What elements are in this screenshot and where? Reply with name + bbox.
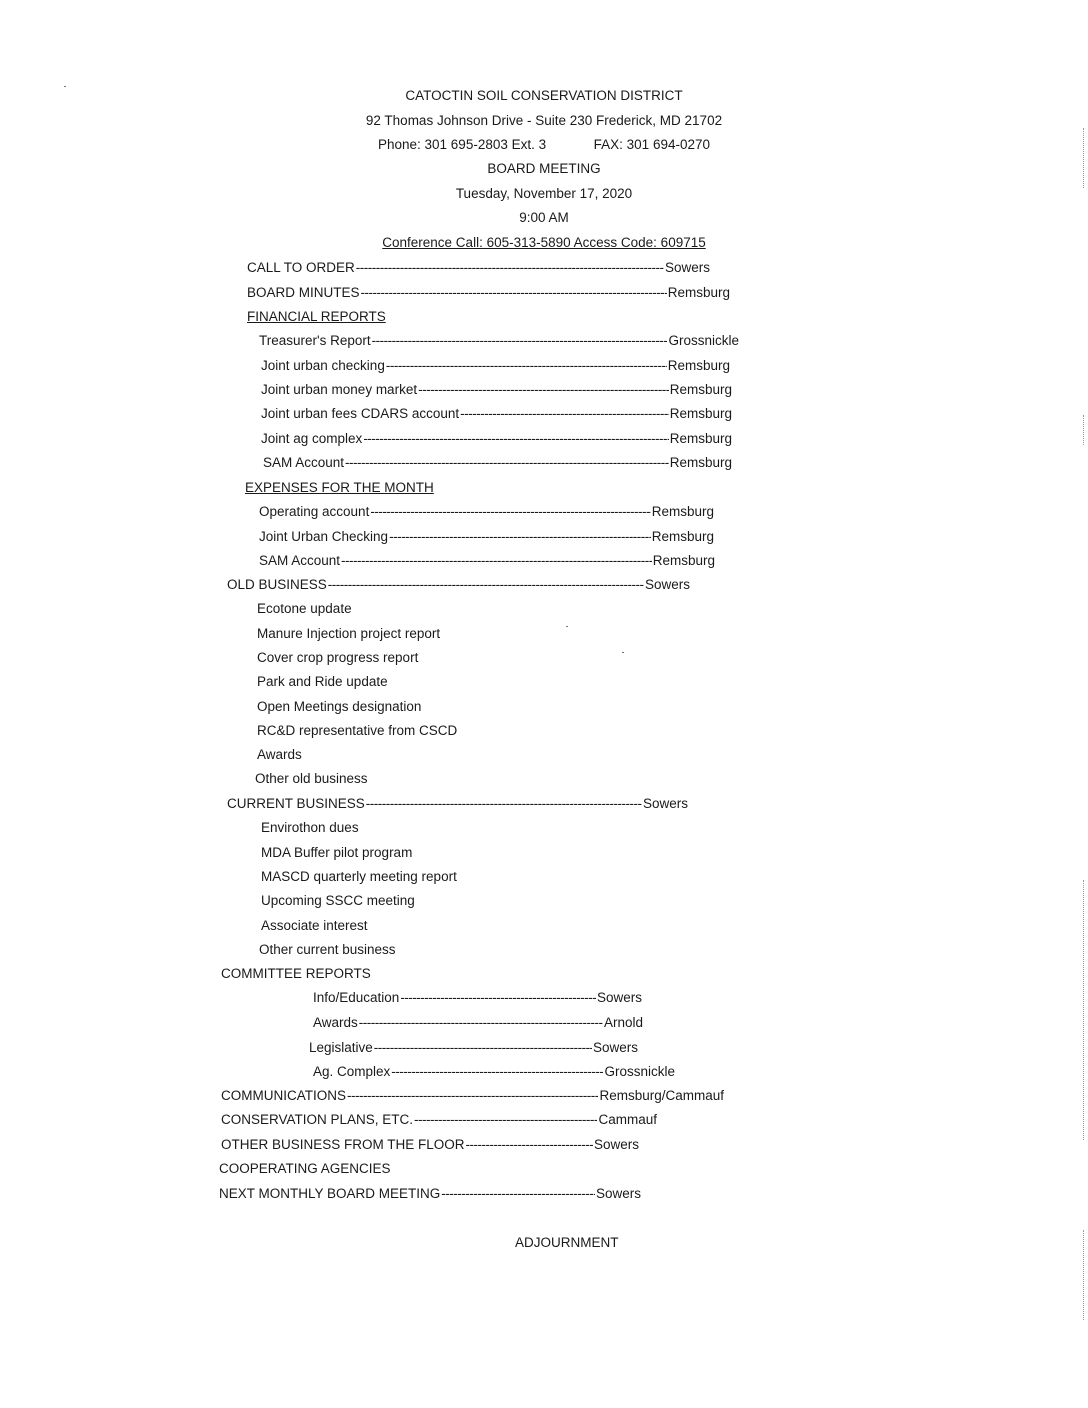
- phone-number: Phone: 301 695-2803 Ext. 3: [377, 137, 547, 152]
- adjournment: ADJOURNMENT: [515, 1235, 619, 1250]
- agenda-item-label: Joint Urban Checking: [259, 529, 389, 544]
- agenda-item-label: Info/Education: [313, 990, 400, 1005]
- agenda-item-label: CALL TO ORDER: [247, 260, 355, 275]
- agenda-item-owner: Sowers: [642, 796, 688, 811]
- agenda-item-label: Joint ag complex: [261, 431, 363, 446]
- current-business-item: Upcoming SSCC meeting: [261, 893, 415, 908]
- agenda-next-meeting: [219, 1185, 641, 1203]
- agenda-board-minutes: [247, 284, 730, 302]
- meeting-title: BOARD MEETING: [487, 161, 601, 176]
- agenda-call-to-order: [247, 259, 710, 277]
- old-business-item: Open Meetings designation: [257, 699, 422, 714]
- agenda-item-owner: Grossnickle: [668, 333, 739, 348]
- financial-report-row: [261, 381, 732, 399]
- agenda-item-label: Treasurer's Report: [259, 333, 371, 348]
- financial-report-row: [261, 357, 730, 375]
- meeting-time: 9:00 AM: [519, 210, 569, 225]
- financial-report-row: [259, 332, 739, 350]
- org-name: CATOCTIN SOIL CONSERVATION DISTRICT: [405, 88, 683, 103]
- scan-speck: [64, 86, 66, 87]
- conference-call-info: Conference Call: 605-313-5890 Access Code: 609715: [382, 235, 706, 250]
- old-business-item: Cover crop progress report: [257, 650, 419, 665]
- agenda-item-owner: Arnold: [603, 1015, 643, 1030]
- agenda-item-owner: Sowers: [644, 577, 690, 592]
- agenda-item-label: Joint urban fees CDARS account: [261, 406, 460, 421]
- agenda-item-label: NEXT MONTHLY BOARD MEETING: [219, 1186, 441, 1201]
- agenda-item-label: OLD BUSINESS: [227, 577, 327, 592]
- old-business-item: Manure Injection project report: [257, 626, 441, 641]
- current-business-item: Other current business: [259, 942, 396, 957]
- agenda-cooperating-agencies: COOPERATING AGENCIES: [219, 1161, 391, 1176]
- agenda-item-label: SAM Account: [263, 455, 345, 470]
- fax-number: FAX: 301 694-0270: [593, 137, 710, 152]
- expenses-heading: EXPENSES FOR THE MONTH: [245, 480, 434, 495]
- current-business-item: Envirothon dues: [261, 820, 359, 835]
- financial-report-row: [261, 430, 732, 448]
- agenda-item-owner: Remsburg: [652, 553, 715, 568]
- agenda-item-owner: Remsburg: [669, 455, 732, 470]
- scan-speck: [566, 626, 568, 627]
- committee-report-row: [313, 1014, 643, 1032]
- current-business-item: Associate interest: [261, 918, 368, 933]
- agenda-conservation-plans: [221, 1111, 657, 1129]
- old-business-item: RC&D representative from CSCD: [257, 723, 458, 738]
- agenda-item-owner: Sowers: [595, 1186, 641, 1201]
- agenda-item-owner: Remsburg: [669, 382, 732, 397]
- agenda-item-owner: Sowers: [664, 260, 710, 275]
- old-business-item: Ecotone update: [257, 601, 352, 616]
- agenda-item-label: Joint urban checking: [261, 358, 385, 373]
- scan-edge: [1083, 415, 1084, 445]
- old-business-item: Park and Ride update: [257, 674, 388, 689]
- agenda-old-business: [227, 576, 690, 594]
- scan-edge: [1083, 880, 1084, 1140]
- agenda-item-label: CURRENT BUSINESS: [227, 796, 365, 811]
- agenda-item-owner: Remsburg: [667, 358, 730, 373]
- current-business-item: MDA Buffer pilot program: [261, 845, 413, 860]
- agenda-item-owner: Sowers: [596, 990, 642, 1005]
- agenda-item-label: Ag. Complex: [313, 1064, 391, 1079]
- meeting-date: Tuesday, November 17, 2020: [455, 186, 633, 201]
- contact-line: [0, 137, 1088, 152]
- committee-report-row: [313, 1063, 675, 1081]
- agenda-item-label: CONSERVATION PLANS, ETC.: [221, 1112, 414, 1127]
- agenda-current-business: [227, 795, 688, 813]
- agenda-item-owner: Remsburg: [651, 529, 714, 544]
- scan-edge: [1083, 1230, 1084, 1320]
- committee-report-row: [309, 1039, 638, 1057]
- expense-row: [259, 528, 714, 546]
- agenda-item-label: Awards: [313, 1015, 358, 1030]
- agenda-item-label: Legislative: [309, 1040, 373, 1055]
- expense-row: [259, 552, 715, 570]
- financial-reports-heading: FINANCIAL REPORTS: [247, 309, 386, 324]
- agenda-item-owner: Sowers: [593, 1137, 639, 1152]
- committee-report-row: [313, 989, 642, 1007]
- agenda-item-label: Joint urban money market: [261, 382, 418, 397]
- agenda-item-label: COMMUNICATIONS: [221, 1088, 346, 1103]
- scan-speck: [622, 652, 624, 653]
- expense-row: [259, 503, 714, 521]
- agenda-item-owner: Remsburg/Cammauf: [599, 1088, 724, 1103]
- agenda-item-label: BOARD MINUTES: [247, 285, 360, 300]
- financial-report-row: [261, 405, 732, 423]
- current-business-item: MASCD quarterly meeting report: [261, 869, 457, 884]
- old-business-item: Awards: [257, 747, 302, 762]
- agenda-item-owner: Remsburg: [651, 504, 714, 519]
- agenda-item-label: Operating account: [259, 504, 370, 519]
- old-business-item: Other old business: [255, 771, 368, 786]
- agenda-item-label: OTHER BUSINESS FROM THE FLOOR: [221, 1137, 465, 1152]
- agenda-item-owner: Remsburg: [669, 431, 732, 446]
- agenda-communications: [221, 1087, 724, 1105]
- agenda-item-owner: Remsburg: [667, 285, 730, 300]
- committee-reports-heading: COMMITTEE REPORTS: [221, 966, 371, 981]
- org-address: 92 Thomas Johnson Drive - Suite 230 Frederick, MD 21702: [365, 113, 723, 128]
- agenda-item-owner: Remsburg: [669, 406, 732, 421]
- financial-report-row: [263, 454, 732, 472]
- agenda-item-label: SAM Account: [259, 553, 341, 568]
- agenda-other-business-floor: [221, 1136, 639, 1154]
- agenda-item-owner: Grossnickle: [604, 1064, 675, 1079]
- agenda-item-owner: Sowers: [592, 1040, 638, 1055]
- agenda-item-owner: Cammauf: [598, 1112, 657, 1127]
